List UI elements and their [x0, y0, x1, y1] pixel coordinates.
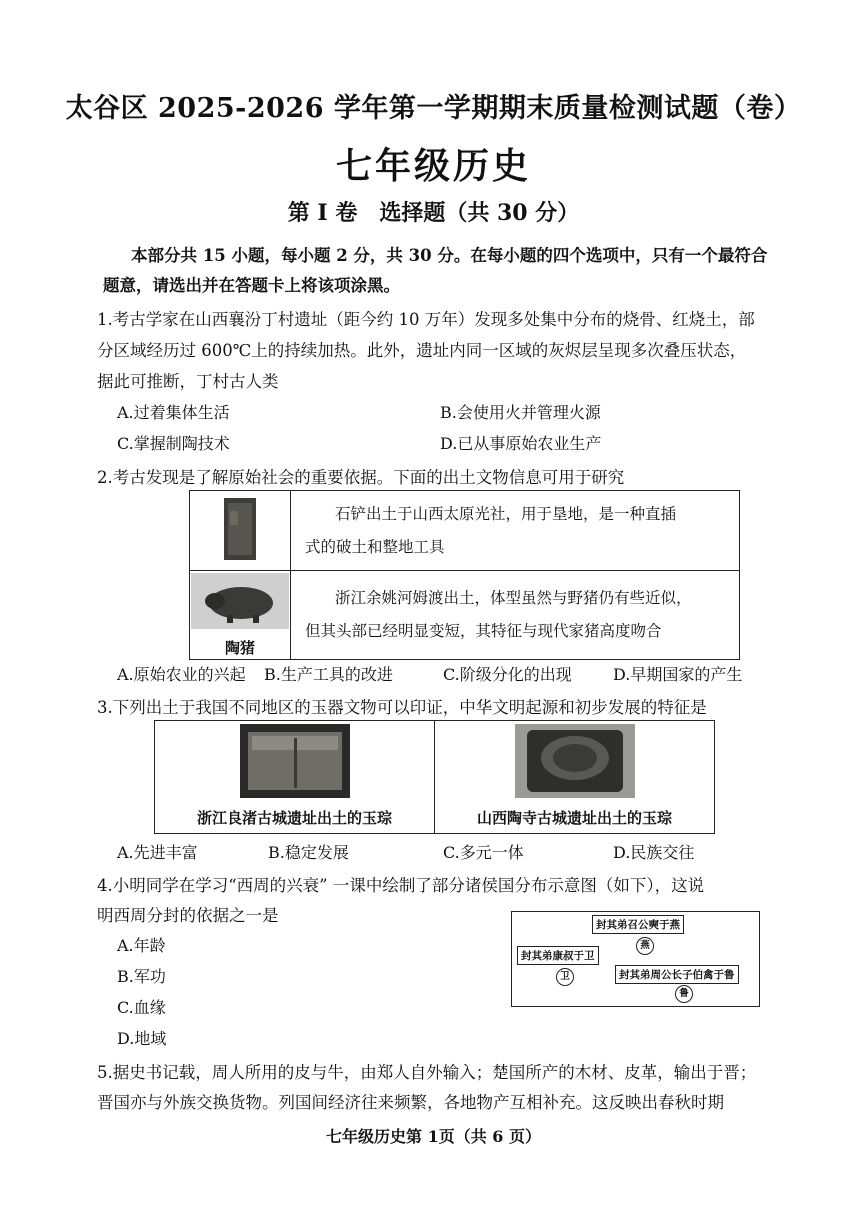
q3-option-d[interactable]: D.民族交往: [613, 843, 695, 862]
q2-option-a[interactable]: A.原始农业的兴起: [117, 665, 246, 684]
q3-option-a[interactable]: A.先进丰富: [117, 843, 198, 862]
liangzhu-jade-cell: [155, 721, 435, 834]
subject-title: 七年级历史: [335, 145, 531, 187]
q1-line1: 1.考古学家在山西襄汾丁村遗址（距今约 10 万年）发现多处集中分布的烧骨、红烧土，部: [97, 310, 755, 329]
stone-shovel-image: [190, 491, 290, 566]
q5-line2: 晋国亦与外族交换货物。列国间经济往来频繁，各地物产互相补充。这反映出春秋时期: [97, 1093, 724, 1112]
wei-marker: 卫: [556, 968, 574, 986]
exam-title: 太谷区 2025-2026 学年第一学期期末质量检测试题（卷）: [65, 93, 802, 124]
instructions-line2: 题意，请选出并在答题卡上将该项涂黑。: [103, 276, 400, 295]
q4-option-a[interactable]: A.年龄: [117, 936, 166, 955]
q5-line1: 5.据史书记载，周人所用的皮与牛，由郑人自外输入；楚国所产的木材、皮革，输出于晋；: [97, 1063, 757, 1082]
q2-option-b[interactable]: B.生产工具的改进: [264, 665, 393, 684]
yan-label-box: 封其弟召公奭于燕: [592, 915, 684, 934]
stone-shovel-cell: [190, 491, 291, 571]
stone-shovel-description: [291, 491, 740, 571]
page-footer: 七年级历史第 1页（共 6 页）: [326, 1127, 541, 1146]
lu-marker: 鲁: [675, 985, 693, 1003]
taosi-jade-image: [515, 724, 635, 798]
feudal-states-map: [511, 911, 760, 1007]
q2-artifact-table: [189, 490, 740, 660]
q2-stem: 2.考古发现是了解原始社会的重要依据。下面的出土文物信息可用于研究: [97, 468, 625, 487]
pottery-pig-caption: 陶猪: [224, 638, 255, 657]
liangzhu-jade-image: [240, 724, 350, 798]
q3-stem: 3.下列出土于我国不同地区的玉器文物可以印证，中华文明起源和初步发展的特征是: [97, 698, 707, 717]
section-title: 第 I 卷 选择题（共 30 分）: [287, 200, 580, 226]
stone-shovel-text-1: 石铲出土于山西太原光社，用于垦地，是一种直插: [335, 504, 677, 523]
lu-label-box: 封其弟周公长子伯禽于鲁: [615, 965, 739, 984]
q1-line3: 据此可推断，丁村古人类: [97, 372, 279, 391]
pottery-pig-cell: [190, 571, 291, 660]
q1-option-a[interactable]: A.过着集体生活: [117, 403, 230, 422]
q4-line2: 明西周分封的依据之一是: [97, 906, 279, 925]
wei-label-box: 封其弟康叔于卫: [517, 946, 599, 965]
yan-marker: 燕: [636, 937, 654, 955]
q1-option-d[interactable]: D.已从事原始农业生产: [440, 434, 602, 453]
q1-option-c[interactable]: C.掌握制陶技术: [117, 434, 230, 453]
q4-line1: 4.小明同学在学习“西周的兴衰” 一课中绘制了部分诸侯国分布示意图（如下），这说: [97, 876, 705, 895]
pottery-pig-image: [191, 573, 289, 629]
q2-option-c[interactable]: C.阶级分化的出现: [443, 665, 572, 684]
q3-option-b[interactable]: B.稳定发展: [268, 843, 349, 862]
pottery-pig-description: [291, 571, 740, 660]
q4-option-d[interactable]: D.地域: [117, 1029, 167, 1048]
q3-jade-table: [154, 720, 715, 834]
q2-option-d[interactable]: D.早期国家的产生: [613, 665, 743, 684]
taosi-jade-cell: [435, 721, 715, 834]
q1-option-b[interactable]: B.会使用火并管理火源: [440, 403, 601, 422]
liangzhu-jade-caption: 浙江良渚古城遗址出土的玉琮: [196, 809, 392, 827]
pottery-pig-text-1: 浙江余姚河姆渡出土，体型虽然与野猪仍有些近似，: [335, 589, 692, 607]
q4-option-c[interactable]: C.血缘: [117, 998, 166, 1017]
instructions-line1: 本部分共 15 小题，每小题 2 分，共 30 分。在每小题的四个选项中，只有一个最符合: [131, 246, 768, 265]
pottery-pig-text-2: 但其头部已经明显变短，其特征与现代家猪高度吻合: [305, 622, 662, 640]
q1-line2: 分区域经历过 600℃上的持续加热。此外，遗址内同一区域的灰烬层呈现多次叠压状态，: [97, 341, 747, 360]
taosi-jade-caption: 山西陶寺古城遗址出土的玉琮: [476, 809, 672, 827]
q4-option-b[interactable]: B.军功: [117, 967, 166, 986]
q3-option-c[interactable]: C.多元一体: [443, 843, 524, 862]
stone-shovel-text-2: 式的破土和整地工具: [305, 537, 445, 556]
